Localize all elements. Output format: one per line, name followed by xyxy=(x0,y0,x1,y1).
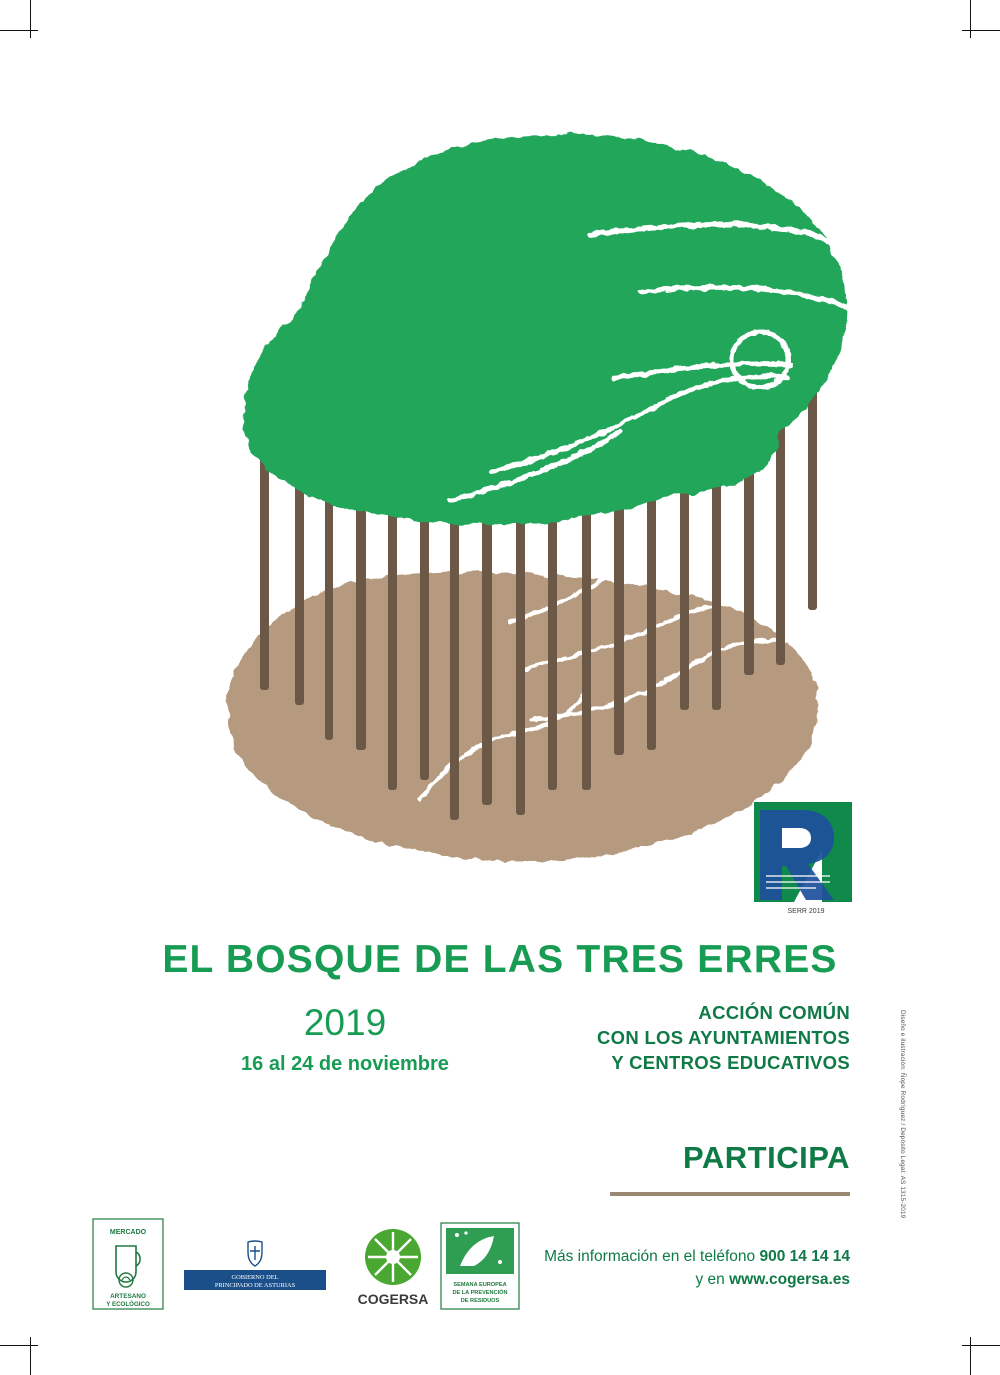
logo-gobierno-line1: GOBIERNO DEL xyxy=(231,1274,279,1281)
serr-logo xyxy=(742,792,870,918)
contact-web-label: y en xyxy=(695,1271,730,1288)
sponsor-logos xyxy=(92,1218,522,1318)
logo-mercado-line3: Y ECOLÓGICO xyxy=(106,1301,150,1308)
logo-cogersa xyxy=(344,1224,442,1310)
contact-info xyxy=(470,1245,850,1291)
contact-web-url[interactable]: www.cogersa.es xyxy=(729,1271,850,1288)
logo-semana-line3: DE RESIDUOS xyxy=(460,1298,500,1304)
logo-mercado-artesano xyxy=(92,1218,164,1310)
logo-semana-line1: SEMANA EUROPEA xyxy=(453,1282,507,1288)
subtitle-line-2: CON LOS AYUNTAMIENTOS xyxy=(597,1027,850,1048)
subtitle-line-3: Y CENTROS EDUCATIVOS xyxy=(611,1052,850,1073)
call-to-action: PARTICIPA xyxy=(683,1140,850,1175)
canopy-shape xyxy=(244,134,847,524)
divider-rule xyxy=(610,1192,850,1196)
contact-phone-number: 900 14 14 14 xyxy=(759,1248,850,1265)
logo-semana-line2: DE LA PREVENCIÓN xyxy=(452,1290,508,1296)
logo-mercado-line1: MERCADO xyxy=(109,1229,147,1236)
logo-gobierno-asturias xyxy=(184,1240,326,1290)
logo-gobierno-line2: PRINCIPADO DE ASTURIAS xyxy=(214,1282,296,1289)
logo-semana-europea xyxy=(440,1222,520,1310)
page-title: EL BOSQUE DE LAS TRES ERRES xyxy=(162,938,838,981)
contact-phone-label: Más información en el teléfono xyxy=(544,1248,760,1265)
forest-illustration xyxy=(120,60,880,890)
credit-text: Diseño e ilustración: Ñope Rodríguez / Depósito Legal: AS 1315-2019 xyxy=(899,1010,906,1219)
poster-dates: 16 al 24 de noviembre xyxy=(241,1053,449,1075)
poster-subtitle xyxy=(520,1000,850,1075)
logo-cogersa-wordmark: COGERSA xyxy=(357,1291,429,1307)
logo-mercado-line2: ARTESANO xyxy=(110,1293,146,1300)
subtitle-line-1: ACCIÓN COMÚN xyxy=(698,1002,850,1023)
poster-year: 2019 xyxy=(303,1002,387,1043)
contact-phone-line xyxy=(470,1245,850,1268)
serr-logo-caption: SERR 2019 xyxy=(787,908,825,915)
contact-web-line xyxy=(470,1268,850,1291)
